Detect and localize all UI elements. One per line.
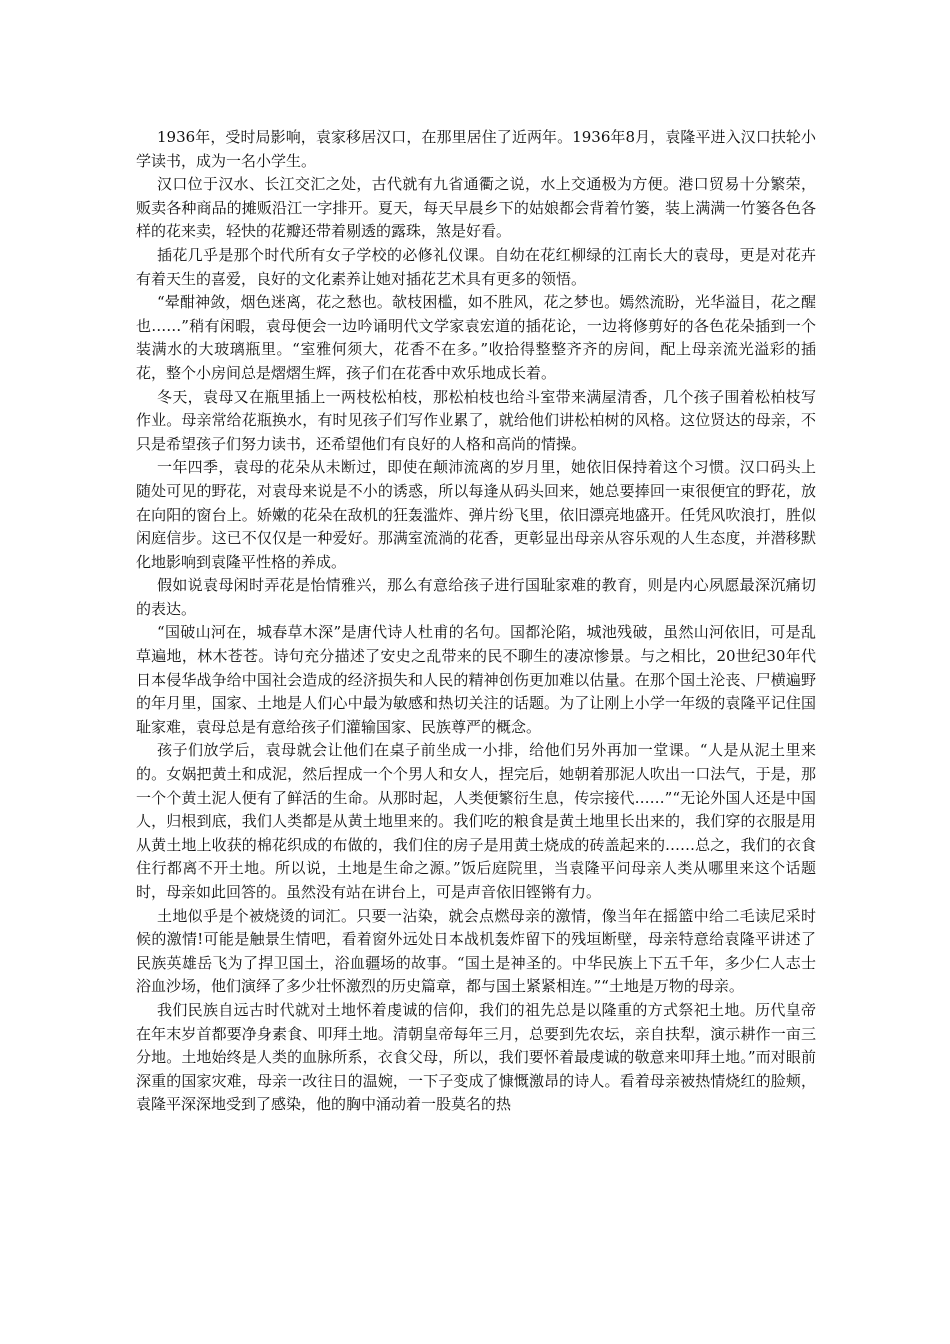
paragraph-1: 1936年，受时局影响，袁家移居汉口，在那里居住了近两年。1936年8月，袁隆平进入汉口扶轮小学读书，成为一名小学生。 <box>136 128 816 170</box>
paragraph-9: 孩子们放学后，袁母就会让他们在桌子前坐成一小排，给他们另外再加一堂课。“人是从泥土里来的。女娲把黄土和成泥，然后捏成一个个男人和女人，捏完后，她朝着那泥人吹出一口法气，于是，那一个个黄土泥人便有了鲜活的生命。从那时起，人类便繁衍生息，传宗接代……”“无论外国人还是中国人，归根到底，我们人类都是从黄土地里来的。我们吃的粮食是黄土地里长出来的，我们穿的衣服是用从黄土地上收获的棉花织成的布做的，我们住的房子是用黄土烧成的砖盖起来的……总之，我们的衣食住行都离不开土地。所以说，土地是生命之源。”饭后庭院里，当袁隆平问母亲人类从哪里来这个话题时，母亲如此回答的。虽然没有站在讲台上，可是声音依旧铿锵有力。 <box>136 741 816 901</box>
paragraph-7: 假如说袁母闲时弄花是怡情雅兴，那么有意给孩子进行国耻家难的教育，则是内心夙愿最深沉痛切的表达。 <box>136 576 816 618</box>
paragraph-10: 土地似乎是个被烧烫的词汇。只要一沾染，就会点燃母亲的激情，像当年在摇篮中给二毛读尼采时候的激情!可能是触景生情吧，看着窗外远处日本战机轰炸留下的残垣断壁，母亲特意给袁隆平讲述了民族英雄岳飞为了捍卫国土，浴血疆场的故事。“国土是神圣的。中华民族上下五千年，多少仁人志士浴血沙场，他们演绎了多少壮怀激烈的历史篇章，都与国土紧紧相连。”“土地是万物的母亲。 <box>136 906 816 996</box>
paragraph-8: “国破山河在，城春草木深”是唐代诗人杜甫的名句。国都沦陷，城池残破，虽然山河依旧，可是乱草遍地，林木苍苍。诗句充分描述了安史之乱带来的民不聊生的凄凉惨景。与之相比，20世纪30年代日本侵华战争给中国社会造成的经济损失和人民的精神创伤更加难以估量。在那个国土沦丧、尸横遍野的年月里，国家、土地是人们心中最为敏感和热切关注的话题。为了让刚上小学一年级的袁隆平记住国耻家难，袁母总是有意给孩子们灌输国家、民族尊严的概念。 <box>136 623 816 736</box>
paragraph-2: 汉口位于汉水、长江交汇之处，古代就有九省通衢之说，水上交通极为方便。港口贸易十分繁荣，贩卖各种商品的摊贩沿江一字排开。夏天，每天早晨乡下的姑娘都会背着竹篓，装上满满一竹篓各色各样的花来卖，轻快的花瓣还带着剔透的露珠，煞是好看。 <box>136 175 816 241</box>
paragraph-6: 一年四季，袁母的花朵从未断过，即使在颠沛流离的岁月里，她依旧保持着这个习惯。汉口码头上随处可见的野花，对袁母来说是不小的诱惑，所以每逢从码头回来，她总要捧回一束很便宜的野花，放在向阳的窗台上。娇嫩的花朵在敌机的狂轰滥炸、弹片纷飞里，依旧漂亮地盛开。任凭风吹浪打，胜似闲庭信步。这已不仅仅是一种爱好。那满室流淌的花香，更彰显出母亲从容乐观的人生态度，并潜移默化地影响到袁隆平性格的养成。 <box>136 458 816 571</box>
paragraph-5: 冬天，袁母又在瓶里插上一两枝松柏枝，那松柏枝也给斗室带来满屋清香，几个孩子围着松柏枝写作业。母亲常给花瓶换水，有时见孩子们写作业累了，就给他们讲松柏树的风格。这位贤达的母亲，不只是希望孩子们努力读书，还希望他们有良好的人格和高尚的情操。 <box>136 387 816 453</box>
paragraph-11: 我们民族自远古时代就对土地怀着虔诚的信仰，我们的祖先总是以隆重的方式祭祀土地。历代皇帝在年末岁首都要净身素食、叩拜土地。清朝皇帝每年三月，总要到先农坛，亲自扶犁，演示耕作一亩三分地。土地始终是人类的血脉所系，衣食父母，所以，我们要怀着最虔诚的敬意来叩拜土地。”而对眼前深重的国家灾难，母亲一改往日的温婉，一下子变成了慷慨激昂的诗人。看着母亲被热情烧红的脸颊，袁隆平深深地受到了感染，他的胸中涌动着一股莫名的热 <box>136 1000 816 1114</box>
paragraph-3: 插花几乎是那个时代所有女子学校的必修礼仪课。自幼在花红柳绿的江南长大的袁母，更是对花卉有着天生的喜爱，良好的文化素养让她对插花艺术具有更多的领悟。 <box>136 245 816 288</box>
document-body <box>136 126 816 1117</box>
paragraph-4: “晕酣神敛，烟色迷离，花之愁也。欹枝困槛，如不胜风，花之梦也。嫣然流盼，光华溢目，花之醒也……”稍有闲暇，袁母便会一边吟诵明代文学家袁宏道的插花论，一边将修剪好的各色花朵插到一个装满水的大玻璃瓶里。“室雅何须大，花香不在多。”收拾得整整齐齐的房间，配上母亲流光溢彩的插花，整个小房间总是熠熠生辉，孩子们在花香中欢乐地成长着。 <box>136 293 816 382</box>
